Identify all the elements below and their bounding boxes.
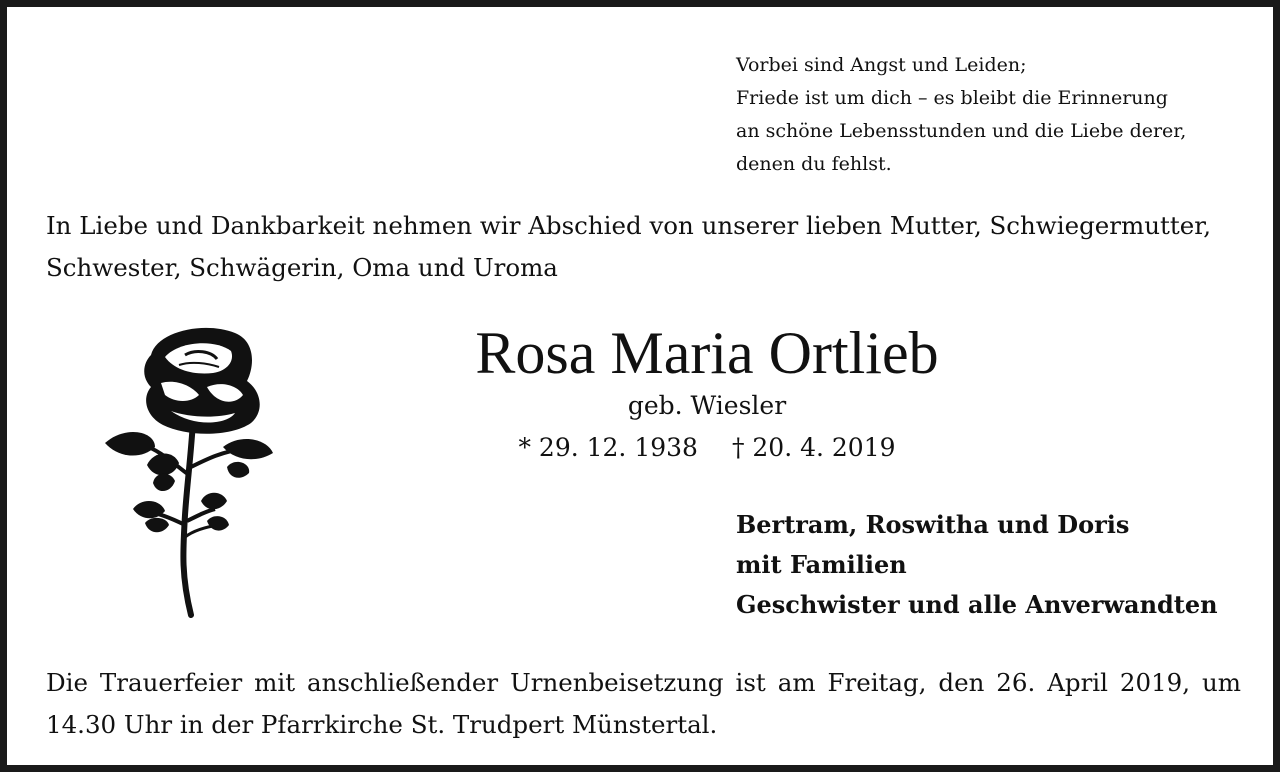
farewell-text xyxy=(46,205,1246,289)
poem-line: Friede ist um dich – es bleibt die Erinnerung xyxy=(736,87,1168,109)
funeral-line: 14.30 Uhr in der Pfarrkirche St. Trudpert Münstertal. xyxy=(46,710,718,739)
rose-icon xyxy=(95,325,279,621)
mourners-list xyxy=(736,505,1256,625)
mourners-line: Geschwister und alle Anverwandten xyxy=(736,590,1218,619)
death-date: † 20. 4. 2019 xyxy=(731,433,896,462)
poem-line: an schöne Lebensstunden und die Liebe derer, xyxy=(736,120,1187,142)
poem-line: denen du fehlst. xyxy=(736,153,892,175)
maiden-name: geb. Wiesler xyxy=(627,391,787,420)
life-dates xyxy=(417,427,997,469)
poem-line: Vorbei sind Angst und Leiden; xyxy=(736,54,1027,76)
deceased-name: Rosa Maria Ortlieb xyxy=(475,320,939,386)
farewell-line: In Liebe und Dankbarkeit nehmen wir Abschied von unserer lieben Mutter, Schwiegermutter, xyxy=(46,211,1212,240)
funeral-info xyxy=(46,662,1241,746)
farewell-line: Schwester, Schwägerin, Oma und Uroma xyxy=(46,253,558,282)
mourners-line: Bertram, Roswitha und Doris xyxy=(736,510,1130,539)
mourners-line: mit Familien xyxy=(736,550,907,579)
poem xyxy=(736,49,1256,181)
funeral-line: Die Trauerfeier mit anschließender Urnenbeisetzung ist am Freitag, den 26. April 2019, um xyxy=(46,668,1241,697)
birth-date: * 29. 12. 1938 xyxy=(518,433,698,462)
